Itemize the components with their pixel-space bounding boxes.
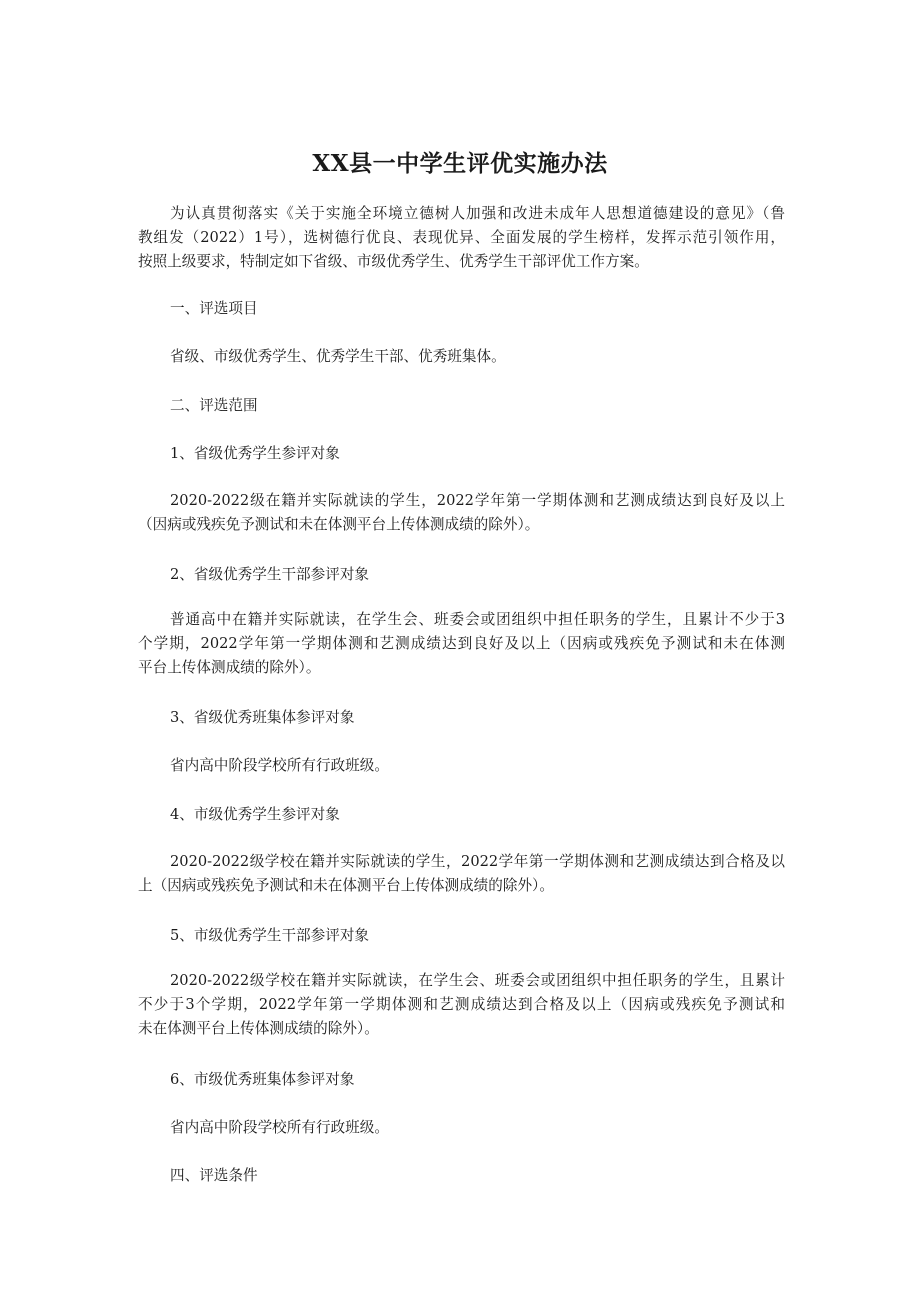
text-line: 上（因病或残疾免予测试和未在体测平台上传体测成绩的除外）。 bbox=[138, 877, 554, 894]
text-line: 2020-2022级在籍并实际就读的学生，2022学年第一学期体测和艺测成绩达到良好及以上 bbox=[170, 492, 785, 509]
item-4-heading: 4、市级优秀学生参评对象 bbox=[170, 806, 340, 823]
section-heading-2: 二、评选范围 bbox=[170, 397, 258, 414]
item-1-paragraph bbox=[138, 489, 785, 537]
item-1-heading: 1、省级优秀学生参评对象 bbox=[170, 445, 340, 462]
section-1-text: 省级、市级优秀学生、优秀学生干部、优秀班集体。 bbox=[170, 348, 506, 365]
text-line: 2020-2022级学校在籍并实际就读的学生，2022学年第一学期体测和艺测成绩达到合格及以 bbox=[170, 853, 785, 870]
text-line: 个学期，2022学年第一学期体测和艺测成绩达到良好及以上（因病或残疾免予测试和未在体测 bbox=[138, 635, 785, 652]
text-line: 按照上级要求，特制定如下省级、市级优秀学生、优秀学生干部评优工作方案。 bbox=[138, 253, 649, 270]
item-2-heading: 2、省级优秀学生干部参评对象 bbox=[170, 566, 370, 583]
item-5-heading: 5、市级优秀学生干部参评对象 bbox=[170, 927, 370, 944]
document-title: XX县一中学生评优实施办法 bbox=[312, 150, 608, 177]
section-heading-1: 一、评选项目 bbox=[170, 300, 258, 317]
text-line: 教组发（2022）1号），选树德行优良、表现优异、全面发展的学生榜样，发挥示范引领作用， bbox=[138, 229, 785, 246]
item-6-heading: 6、市级优秀班集体参评对象 bbox=[170, 1071, 355, 1088]
intro-paragraph bbox=[138, 202, 785, 274]
item-6-text: 省内高中阶段学校所有行政班级。 bbox=[170, 1119, 389, 1136]
text-line: 2020-2022级学校在籍并实际就读，在学生会、班委会或团组织中担任职务的学生，且累计 bbox=[170, 972, 785, 989]
text-line: 普通高中在籍并实际就读，在学生会、班委会或团组织中担任职务的学生，且累计不少于3 bbox=[170, 611, 785, 628]
item-4-paragraph bbox=[138, 850, 785, 898]
item-3-heading: 3、省级优秀班集体参评对象 bbox=[170, 709, 355, 726]
text-line: 未在体测平台上传体测成绩的除外）。 bbox=[138, 1020, 379, 1037]
text-line: 为认真贯彻落实《关于实施全环境立德树人加强和改进未成年人思想道德建设的意见》（鲁 bbox=[170, 205, 785, 222]
text-line: 平台上传体测成绩的除外）。 bbox=[138, 659, 321, 676]
text-line: 不少于3个学期，2022学年第一学期体测和艺测成绩达到合格及以上（因病或残疾免予测试和 bbox=[138, 996, 785, 1013]
section-heading-4: 四、评选条件 bbox=[170, 1167, 258, 1184]
text-line: （因病或残疾免予测试和未在体测平台上传体测成绩的除外）。 bbox=[138, 516, 540, 533]
item-2-paragraph bbox=[138, 608, 785, 680]
item-3-text: 省内高中阶段学校所有行政班级。 bbox=[170, 757, 389, 774]
item-5-paragraph bbox=[138, 969, 785, 1041]
